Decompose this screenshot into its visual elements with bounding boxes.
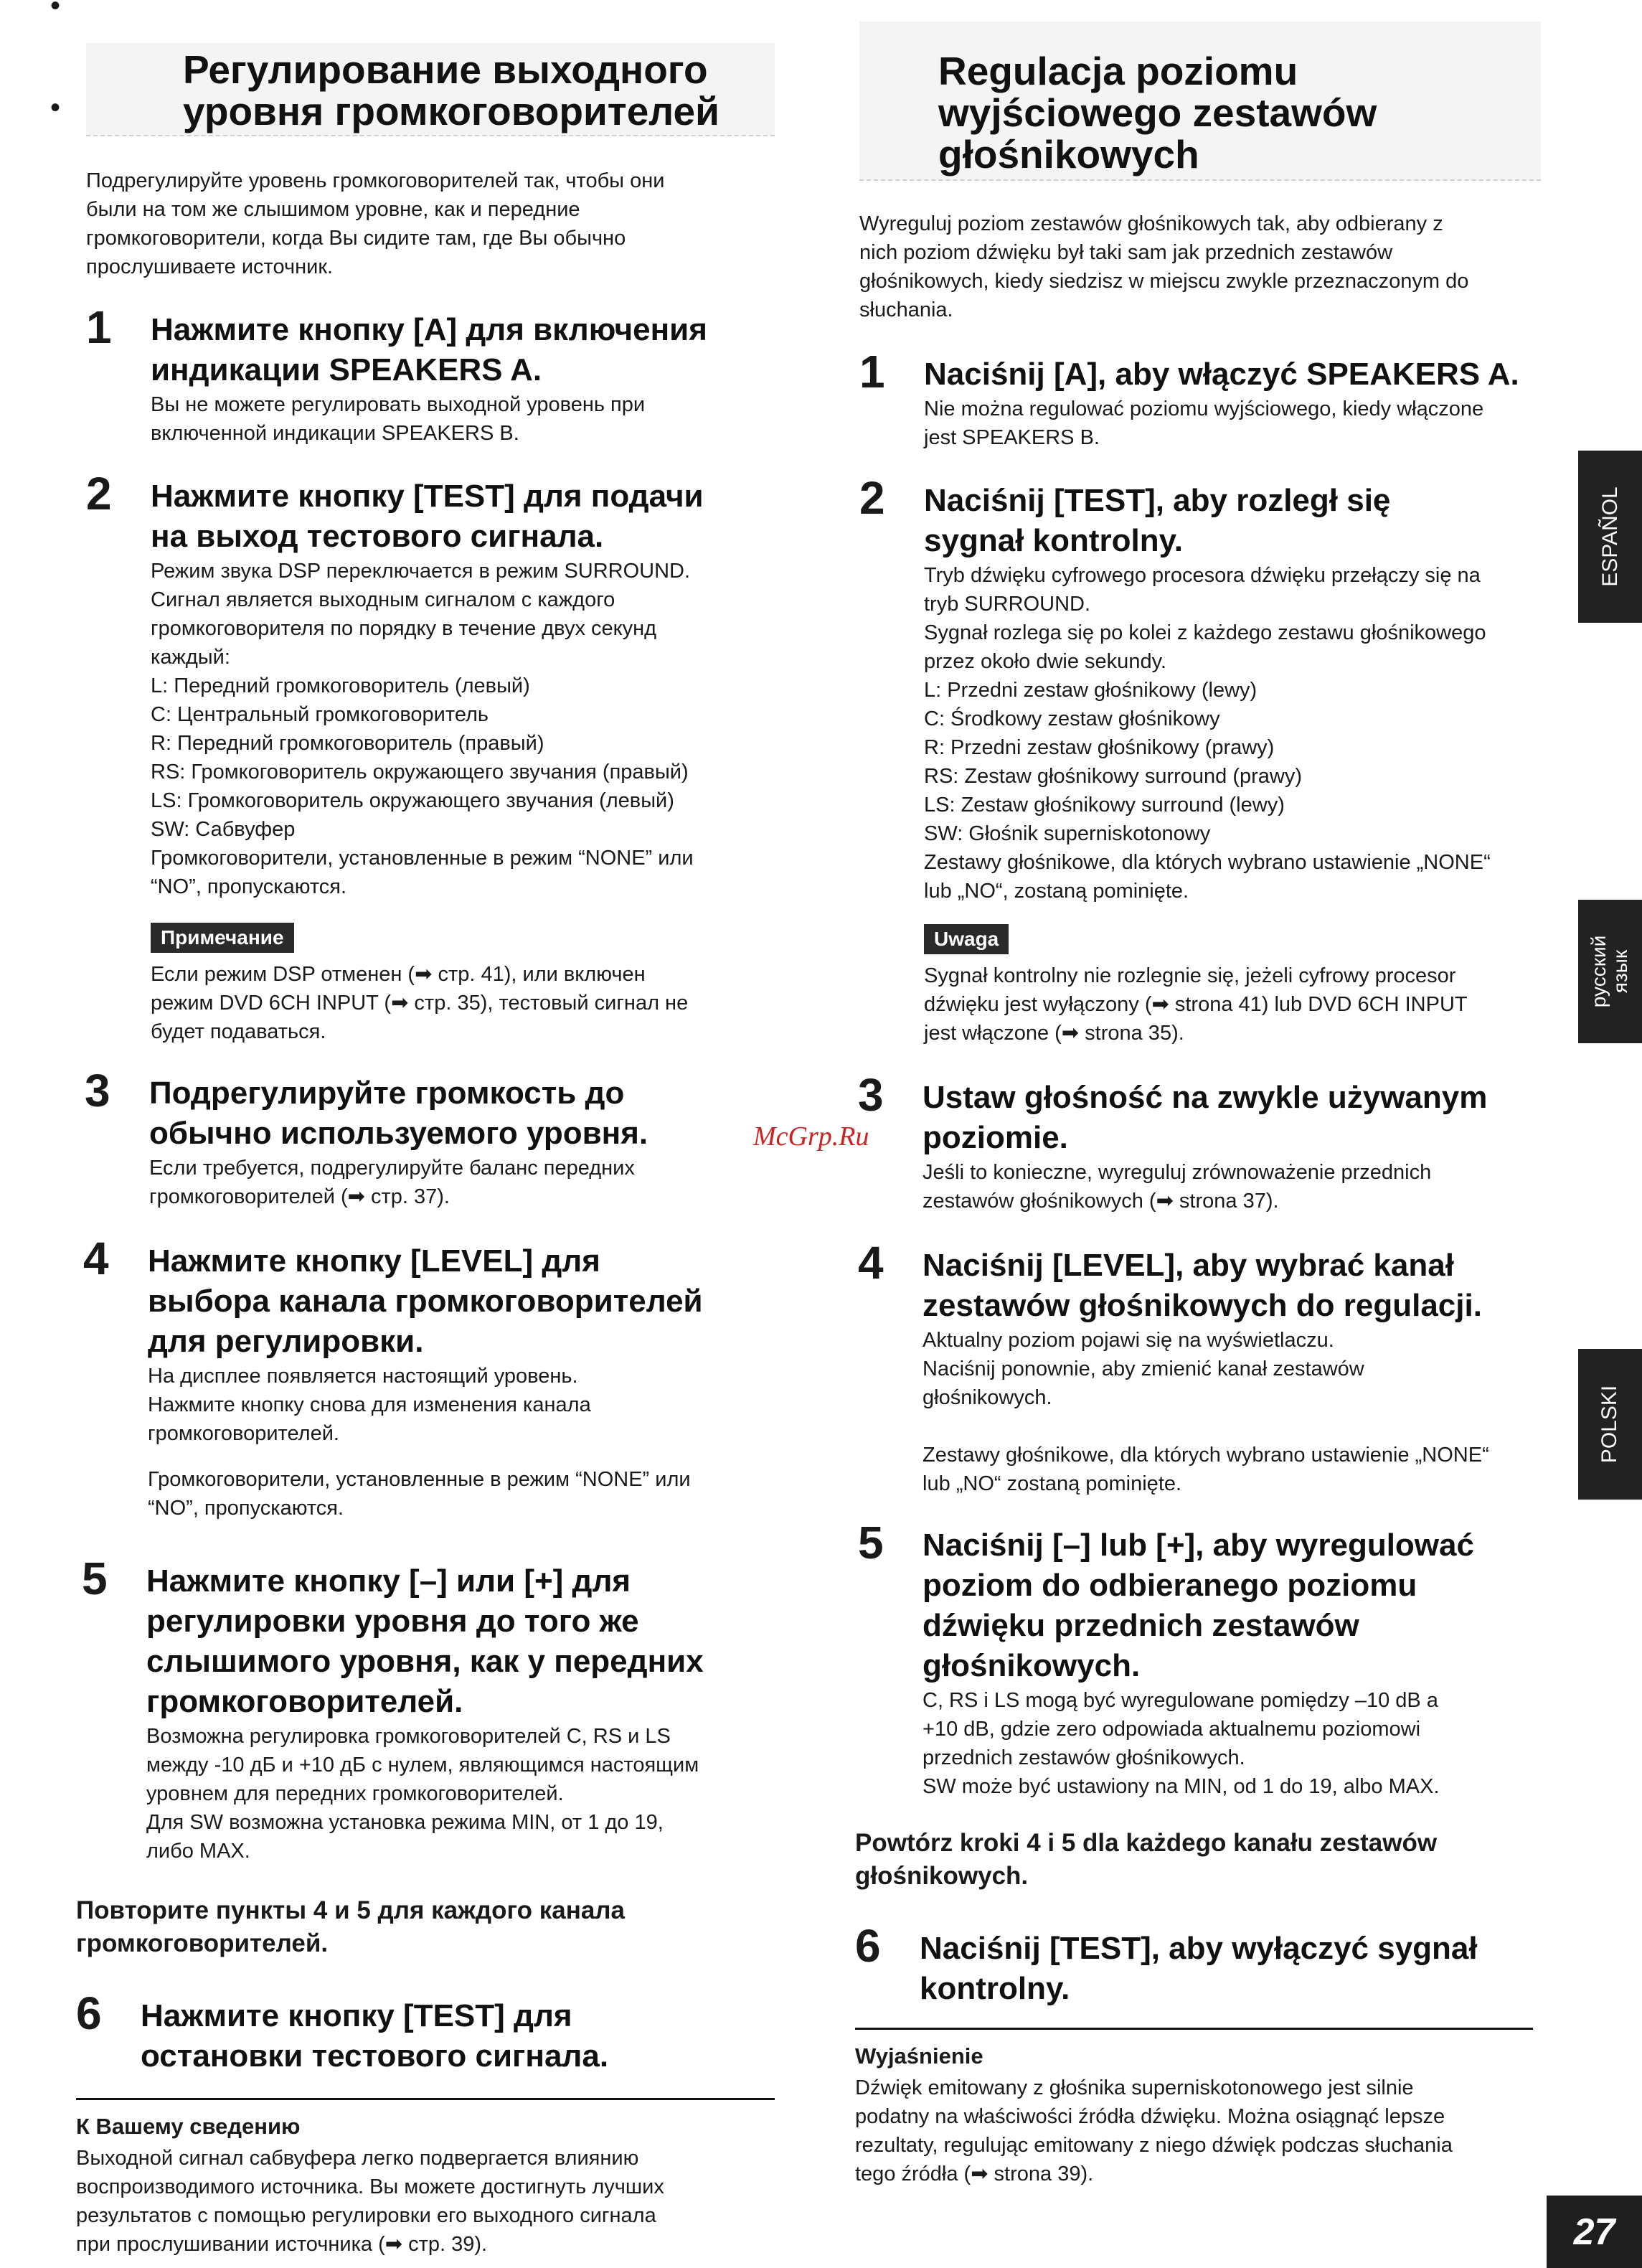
- step-heading: [923, 1246, 1547, 1326]
- pl-note-label: Uwaga: [924, 924, 1009, 954]
- ru-step-2: [86, 468, 775, 901]
- text-line: kontrolny.: [920, 1971, 1070, 2006]
- text-line: включенной индикации SPEAKERS B.: [151, 422, 519, 445]
- pl-step-6: [855, 1920, 1544, 2009]
- text-line: “NO”, пропускаются.: [151, 875, 347, 898]
- text-line: głośnikowych: [938, 132, 1199, 177]
- text-line: +10 dB, gdzie zero odpowiada aktualnemu poziomowi: [923, 1718, 1421, 1741]
- text-line: Нажмите кнопку снова для изменения канала: [148, 1393, 591, 1416]
- text-line: Если требуется, подрегулируйте баланс передних: [149, 1157, 635, 1180]
- text-line: L: Przedni zestaw głośnikowy (lewy): [924, 679, 1258, 702]
- text-line: громкоговорителей (➡ стр. 37).: [149, 1185, 450, 1208]
- text-line: на выход тестового сигнала.: [151, 519, 604, 554]
- text-line: Jeśli to konieczne, wyreguluj zrównoważenie przednich: [923, 1161, 1432, 1184]
- text-line: RS: Zestaw głośnikowy surround (prawy): [924, 765, 1303, 788]
- text-line: Ustaw głośność na zwykle używanym: [923, 1080, 1488, 1115]
- pl-info-text: [855, 2074, 1544, 2188]
- text-line: poziomie.: [923, 1120, 1068, 1155]
- text-line: громкоговорителей.: [148, 1422, 339, 1445]
- text-line: R: Przedni zestaw głośnikowy (prawy): [924, 736, 1275, 759]
- text-line: Повторите пункты 4 и 5 для каждого канала: [76, 1896, 626, 1924]
- step-number: 5: [858, 1517, 884, 1568]
- ru-info-title: К Вашему сведению: [76, 2114, 301, 2139]
- ru-note-label: Примечание: [151, 923, 294, 953]
- text-line: przednich zestawów głośnikowych.: [923, 1746, 1245, 1769]
- text-line: при прослушивании источника (➡ стр. 39).: [76, 2233, 488, 2256]
- pl-intro: [859, 210, 1548, 324]
- text-line: для регулировки.: [148, 1324, 424, 1359]
- ru-step-1: [86, 301, 775, 448]
- step-heading: [920, 1929, 1544, 2009]
- text-line: Naciśnij [A], aby włączyć SPEAKERS A.: [924, 357, 1519, 392]
- text-line: C: Центральный громкоговоритель: [151, 703, 489, 726]
- step-body: [151, 557, 775, 901]
- ru-intro: [86, 166, 775, 281]
- text-line: между -10 дБ и +10 дБ с нулем, являющимся настоящим: [146, 1754, 699, 1777]
- pl-note-text: [924, 961, 1548, 1048]
- text-line: Zestawy głośnikowe, dla których wybrano ustawienie „NONE“: [924, 851, 1491, 874]
- ru-step-4: [83, 1233, 772, 1523]
- text-line: Aktualny poziom pojawi się na wyświetlaczu.: [923, 1329, 1334, 1352]
- text-line: C: Środkowy zestaw głośnikowy: [924, 707, 1220, 730]
- step-number: 1: [859, 346, 885, 397]
- text-line: jest włączone (➡ strona 35).: [924, 1022, 1184, 1045]
- step-number: 1: [86, 301, 112, 353]
- text-line: głośnikowych, kiedy siedzisz w miejscu zwykle przeznaczonym do: [859, 270, 1469, 293]
- text-line: На дисплее появляется настоящий уровень.: [148, 1365, 578, 1388]
- text-line: przez około dwie sekundy.: [924, 650, 1166, 673]
- text-line: R: Передний громкоговоритель (правый): [151, 732, 544, 755]
- pl-step-5: [858, 1517, 1547, 1801]
- pl-repeat-note: [855, 1827, 1544, 1893]
- ru-repeat-note: [76, 1894, 779, 1960]
- text-line: dźwięku jest wyłączony (➡ strona 41) lub DVD 6CH INPUT: [924, 993, 1468, 1016]
- text-line: Dźwięk emitowany z głośnika superniskotonowego jest silnie: [855, 2076, 1414, 2099]
- text-line: jest SPEAKERS B.: [924, 426, 1100, 449]
- text-line: громкоговорителя по порядку в течение двух секунд: [151, 617, 657, 640]
- step-heading: [151, 476, 775, 557]
- ru-step-5: [82, 1553, 770, 1865]
- text-line: zestawów głośnikowych (➡ strona 37).: [923, 1190, 1279, 1213]
- text-line: słuchania.: [859, 298, 953, 321]
- text-line: tego źródła (➡ strona 39).: [855, 2163, 1094, 2185]
- text-line: Сигнал является выходным сигналом с каждого: [151, 588, 615, 611]
- text-line: громкоговорителей.: [76, 1929, 329, 1957]
- text-line: SW: Сабвуфер: [151, 818, 296, 841]
- text-line: głośnikowych.: [923, 1648, 1141, 1683]
- step-body: [146, 1722, 770, 1865]
- step-heading: [924, 354, 1548, 395]
- text-line: C, RS i LS mogą być wyregulowane pomiędzy –10 dB a: [923, 1689, 1438, 1712]
- text-line: Вы не можете регулировать выходной уровень при: [151, 393, 646, 416]
- text-line: результатов с помощью регулировки его выходного сигнала: [76, 2204, 656, 2227]
- text-line: Громкоговорители, установленные в режим “NONE” или: [148, 1468, 691, 1491]
- step-body: [923, 1158, 1547, 1215]
- watermark: McGrp.Ru: [753, 1121, 869, 1152]
- text-line: слышимого уровня, как у передних: [146, 1644, 704, 1679]
- text-line: POLSKI: [1598, 1385, 1622, 1464]
- text-line: остановки тестового сигнала.: [141, 2038, 609, 2074]
- text-line: Выходной сигнал сабвуфера легко подвергается влиянию: [76, 2147, 639, 2170]
- text-line: Режим звука DSP переключается в режим SURROUND.: [151, 560, 691, 583]
- text-line: L: Передний громкоговоритель (левый): [151, 674, 530, 697]
- pl-step-3: [858, 1069, 1547, 1215]
- text-line: Подрегулируйте громкость до: [149, 1076, 625, 1111]
- step-number: 4: [858, 1237, 884, 1289]
- text-line: воспроизводимого источника. Вы можете достигнуть лучших: [76, 2175, 664, 2198]
- text-line: Sygnał rozlega się po kolei z każdego zestawu głośnikowego: [924, 621, 1486, 644]
- text-line: Naciśnij [–] lub [+], aby wyregulować: [923, 1528, 1474, 1563]
- step-heading: [923, 1078, 1547, 1158]
- text-line: “NO”, пропускаются.: [148, 1497, 344, 1520]
- text-line: Для SW возможна установка режима MIN, от 1 до 19,: [146, 1811, 664, 1834]
- text-line: podatny na właściwości źródła dźwięku. Można osiągnąć lepsze: [855, 2105, 1445, 2128]
- text-line: LS: Zestaw głośnikowy surround (lewy): [924, 794, 1285, 817]
- text-line: Подрегулируйте уровень громкоговорителей так, чтобы они: [86, 169, 665, 192]
- step-body: [924, 395, 1548, 452]
- step-body: [923, 1686, 1547, 1801]
- text-line: Нажмите кнопку [A] для включения: [151, 312, 707, 347]
- ru-step-6: [76, 1987, 779, 2076]
- text-line: Нажмите кнопку [LEVEL] для: [148, 1243, 600, 1279]
- text-line: русский язык: [1587, 935, 1632, 1008]
- pl-title-box: [859, 22, 1541, 181]
- text-line: Громкоговорители, установленные в режим “NONE” или: [151, 847, 694, 870]
- step-number: 2: [859, 472, 885, 524]
- text-line: индикации SPEAKERS A.: [151, 352, 542, 387]
- pl-step-2: [859, 472, 1548, 905]
- text-line: lub „NO“, zostaną pominięte.: [924, 880, 1189, 903]
- text-line: громкоговорители, когда Вы сидите там, где Вы обычно: [86, 227, 626, 250]
- pl-divider: [855, 2028, 1533, 2030]
- step-heading: [148, 1241, 772, 1362]
- step-number: 5: [82, 1553, 108, 1604]
- text-line: zestawów głośnikowych do regulacji.: [923, 1288, 1482, 1323]
- text-line: głośnikowych.: [923, 1386, 1052, 1409]
- text-line: wyjściowego zestawów: [938, 90, 1377, 135]
- text-line: обычно используемого уровня.: [149, 1116, 648, 1151]
- ru-step-3: [85, 1065, 773, 1211]
- text-line: прослушиваете источник.: [86, 255, 334, 278]
- text-line: выбора канала громкоговорителей: [148, 1284, 703, 1319]
- text-line: SW: Głośnik superniskotonowy: [924, 822, 1211, 845]
- text-line: Powtórz kroki 4 i 5 dla każdego kanału zestawów: [855, 1829, 1438, 1857]
- text-line: Sygnał kontrolny nie rozlegnie się, jeżeli cyfrowy procesor: [924, 964, 1456, 987]
- text-line: tryb SURROUND.: [924, 593, 1091, 616]
- step-body: [924, 561, 1548, 905]
- text-line: poziom do odbieranego poziomu: [923, 1568, 1417, 1603]
- text-line: rezultaty, regulując emitowany z niego dźwięk podczas słuchania: [855, 2134, 1453, 2157]
- text-line: уровня громкоговорителей: [183, 89, 719, 133]
- text-line: режим DVD 6CH INPUT (➡ стр. 35), тестовый сигнал не: [151, 992, 689, 1015]
- text-line: Нажмите кнопку [TEST] для подачи: [151, 479, 704, 514]
- step-heading: [141, 1996, 779, 2076]
- text-line: SW może być ustawiony na MIN, od 1 do 19, albo MAX.: [923, 1775, 1440, 1798]
- margin-dot: •: [50, 0, 61, 22]
- text-line: Если режим DSP отменен (➡ стр. 41), или включен: [151, 963, 646, 986]
- language-tab-espanol[interactable]: [1578, 451, 1642, 623]
- margin-dot: •: [50, 92, 61, 123]
- text-line: Wyreguluj poziom zestawów głośnikowych tak, aby odbierany z: [859, 212, 1443, 235]
- text-line: lub „NO“ zostaną pominięte.: [923, 1472, 1182, 1495]
- pl-step-4: [858, 1237, 1547, 1498]
- text-line: Naciśnij [LEVEL], aby wybrać kanał: [923, 1248, 1454, 1283]
- step-heading: [924, 481, 1548, 561]
- text-line: Нажмите кнопку [TEST] для: [141, 1998, 572, 2033]
- text-line: Tryb dźwięku cyfrowego procesora dźwięku przełączy się na: [924, 564, 1481, 587]
- text-line: nich poziom dźwięku był taki sam jak przednich zestawów: [859, 241, 1393, 264]
- text-line: Регулирование выходного: [183, 47, 708, 92]
- ru-title: [183, 49, 719, 132]
- text-line: Naciśnij [TEST], aby wyłączyć sygnał: [920, 1931, 1478, 1966]
- text-line: Nie można regulować poziomu wyjściowego, kiedy włączone: [924, 397, 1484, 420]
- text-line: Возможна регулировка громкоговорителей C, RS и LS: [146, 1725, 671, 1748]
- text-line: каждый:: [151, 646, 230, 669]
- step-body: [923, 1326, 1547, 1498]
- text-line: будет подаваться.: [151, 1020, 326, 1043]
- text-line: RS: Громкоговоритель окружающего звучания (правый): [151, 761, 689, 784]
- text-line: ESPAÑOL: [1598, 486, 1622, 587]
- text-line: уровнем для передних громкоговорителей.: [146, 1782, 564, 1805]
- step-number: 3: [858, 1069, 884, 1121]
- step-heading: [149, 1073, 773, 1154]
- text-line: Нажмите кнопку [–] или [+] для: [146, 1563, 631, 1599]
- page-number: 27: [1547, 2196, 1642, 2268]
- text-line: dźwięku przednich zestawów: [923, 1608, 1359, 1643]
- ru-note-text: [151, 960, 782, 1046]
- ru-divider: [76, 2098, 775, 2100]
- text-line: регулировки уровня до того же: [146, 1604, 639, 1639]
- text-line: sygnał kontrolny.: [924, 523, 1184, 558]
- step-number: 2: [86, 468, 112, 519]
- text-line: Naciśnij ponownie, aby zmienić kanał zestawów: [923, 1357, 1364, 1380]
- ru-title-box: [86, 43, 775, 136]
- language-tab-polski[interactable]: [1578, 1349, 1642, 1500]
- text-line: LS: Громкоговоритель окружающего звучания (левый): [151, 789, 674, 812]
- step-number: 4: [83, 1233, 109, 1284]
- pl-step-1: [859, 346, 1548, 452]
- step-number: 6: [76, 1987, 102, 2039]
- text-line: Naciśnij [TEST], aby rozległ się: [924, 483, 1391, 518]
- text-line: Zestawy głośnikowe, dla których wybrano ustawienie „NONE“: [923, 1444, 1489, 1467]
- step-heading: [146, 1561, 770, 1722]
- step-body: [149, 1154, 773, 1211]
- pl-info-title: Wyjaśnienie: [855, 2043, 983, 2069]
- step-body: [148, 1362, 772, 1523]
- step-heading: [923, 1525, 1547, 1686]
- text-line: Regulacja poziomu: [938, 49, 1298, 93]
- pl-title: [938, 50, 1377, 175]
- text-line: głośnikowych.: [855, 1862, 1029, 1890]
- ru-info-text: [76, 2144, 779, 2259]
- step-body: [151, 390, 775, 448]
- step-number: 3: [85, 1065, 110, 1116]
- text-line: громкоговорителей.: [146, 1684, 463, 1719]
- language-tab-russian[interactable]: [1578, 900, 1642, 1043]
- text-line: либо MAX.: [146, 1840, 250, 1863]
- step-heading: [151, 310, 775, 390]
- step-number: 6: [855, 1920, 881, 1972]
- text-line: были на том же слышимом уровне, как и передние: [86, 198, 580, 221]
